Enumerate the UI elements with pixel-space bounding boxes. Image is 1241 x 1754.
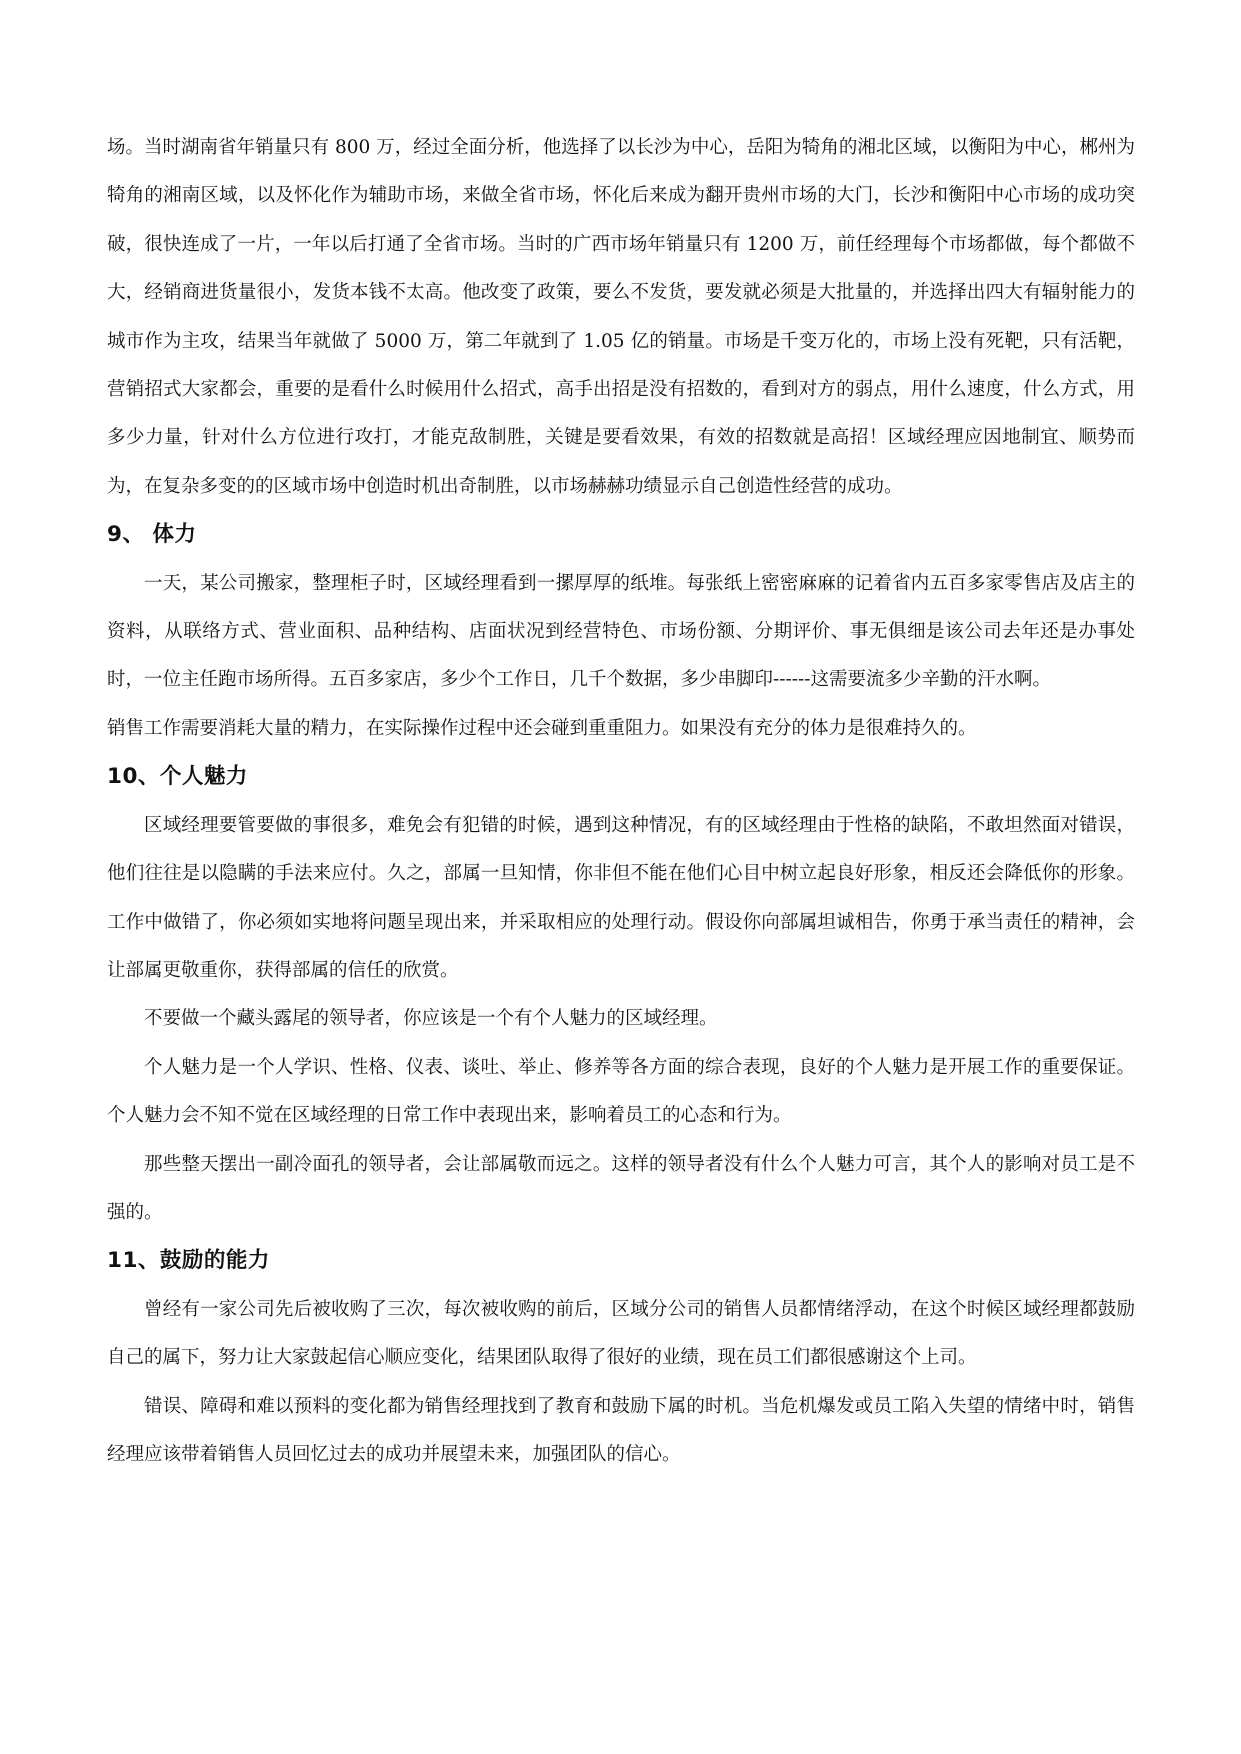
paragraph: 那些整天摆出一副冷面孔的领导者，会让部属敬而远之。这样的领导者没有什么个人魅力可言，其个人的影响对员工是不强的。 [107, 1153, 1135, 1223]
paragraph: 错误、障碍和难以预料的变化都为销售经理找到了教育和鼓励下属的时机。当危机爆发或员工陷入失望的情绪中时，销售经理应该带着销售人员回忆过去的成功并展望未来，加强团队的信心。 [107, 1395, 1135, 1465]
paragraph: 销售工作需要消耗大量的精力，在实际操作过程中还会碰到重重阻力。如果没有充分的体力是很难持久的。 [107, 717, 977, 739]
section-heading: 9、 体力 [107, 522, 197, 548]
document-page [107, 124, 1135, 1479]
section-heading: 11、鼓励的能力 [107, 1248, 270, 1274]
paragraph: 一天，某公司搬家，整理柜子时，区域经理看到一摞厚厚的纸堆。每张纸上密密麻麻的记着省内五百多家零售店及店主的资料，从联络方式、营业面积、品种结构、店面状况到经营特色、市场份额、分期评价、事无俱细是该公司去年还是办事处时，一位主任跑市场所得。五百多家店，多少个工作日，几千个数据，多少串脚印------这需要流多少辛勤的汗水啊。 [107, 572, 1135, 691]
paragraph: 不要做一个藏头露尾的领导者，你应该是一个有个人魅力的区域经理。 [144, 1008, 718, 1030]
section-heading: 10、个人魅力 [107, 764, 248, 790]
paragraph: 区域经理要管要做的事很多，难免会有犯错的时候，遇到这种情况，有的区域经理由于性格的缺陷，不敢坦然面对错误，他们往往是以隐瞒的手法来应付。久之，部属一旦知情，你非但不能在他们心目中树立起良好形象，相反还会降低你的形象。工作中做错了，你必须如实地将问题呈现出来，并采取相应的处理行动。假设你向部属坦诚相告，你勇于承当责任的精神，会让部属更敬重你，获得部属的信任的欣赏。 [107, 814, 1135, 981]
paragraph: 个人魅力是一个人学识、性格、仪表、谈吐、举止、修养等各方面的综合表现，良好的个人魅力是开展工作的重要保证。个人魅力会不知不觉在区域经理的日常工作中表现出来，影响着员工的心态和行为。 [107, 1056, 1135, 1127]
paragraph: 曾经有一家公司先后被收购了三次，每次被收购的前后，区域分公司的销售人员都情绪浮动，在这个时候区域经理都鼓励自己的属下，努力让大家鼓起信心顺应变化，结果团队取得了很好的业绩，现在员工们都很感谢这个上司。 [107, 1298, 1135, 1369]
paragraph: 场。当时湖南省年销量只有 800 万，经过全面分析，他选择了以长沙为中心，岳阳为犄角的湘北区域，以衡阳为中心，郴州为犄角的湘南区域，以及怀化作为辅助市场，来做全省市场，怀化后来成为翻开贵州市场的大门，长沙和衡阳中心市场的成功突破，很快连成了一片，一年以后打通了全省市场。当时的广西市场年销量只有 1200 万，前任经理每个市场都做，每个都做不大，经销商进货量很小，发货本钱不太高。他改变了政策，要么不发货，要发就必须是大批量的，并选择出四大有辐射能力的城市作为主攻，结果当年就做了 5000 万，第二年就到了 1.05 亿的销量。市场是千变万化的，市场上没有死靶，只有活靶，营销招式大家都会，重要的是看什么时候用什么招式，高手出招是没有招数的，看到对方的弱点，用什么速度，什么方式，用多少力量，针对什么方位进行攻打，才能克敌制胜，关键是要看效果，有效的招数就是高招！区域经理应因地制宜、顺势而为，在复杂多变的的区域市场中创造时机出奇制胜，以市场赫赫功绩显示自己创造性经营的成功。 [107, 137, 1135, 497]
